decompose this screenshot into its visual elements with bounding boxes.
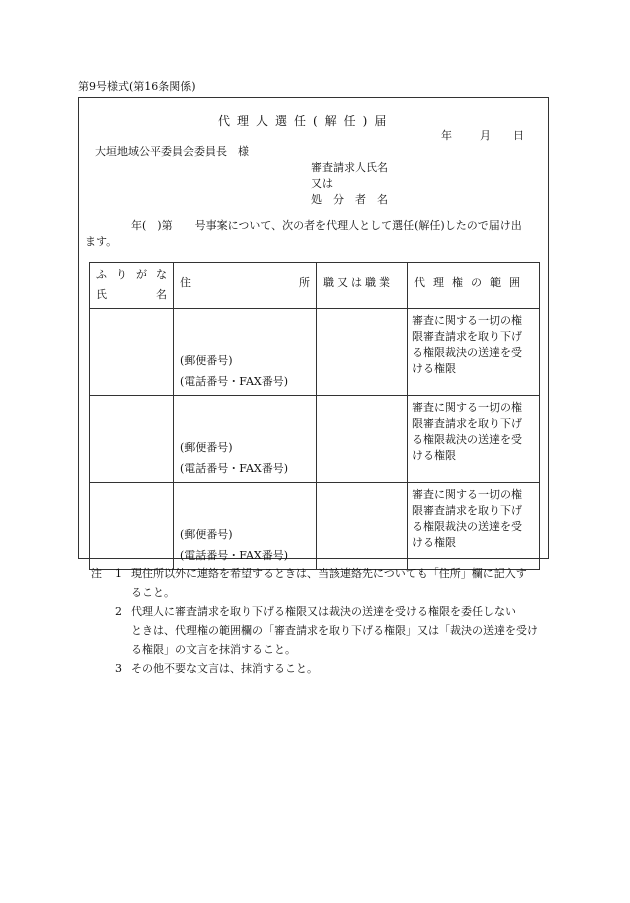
header-address-right: 所 [299,276,310,289]
date-year: 年 [441,129,452,142]
applicant-or-label: 又は [311,177,333,190]
scope-line: 限審査請求を取り下げ [412,417,522,430]
note-3-number: 3 [115,662,122,675]
name-char: 氏 [96,288,107,301]
scope-line: 限審査請求を取り下げ [412,504,522,517]
note-2-number: 2 [115,605,122,618]
agent-scope-cell [408,309,540,396]
body-text-line1: 年( )第 号事案について、次の者を代理人として選任(解任)したので届け出 [131,219,522,232]
date-day: 日 [513,129,524,142]
phone-fax-label: (電話番号・FAX番号) [180,549,289,562]
agent-scope-cell [408,396,540,483]
table-row [90,309,540,396]
agent-address-cell [174,483,317,570]
scope-line: 審査に関する一切の権 [412,314,522,327]
header-address-cell [174,263,317,309]
furigana-char: ふ [96,268,107,281]
agent-occupation-cell [317,396,408,483]
agents-table [89,262,540,570]
note-2-line3: る権限」の文言を抹消すること。 [131,643,296,656]
furigana-char: な [156,268,167,281]
postal-code-label: (郵便番号) [180,441,233,454]
scope-line: 審査に関する一切の権 [412,488,522,501]
body-text-line2: ます。 [85,235,118,248]
notes-label: 注 [91,567,102,580]
header-name [96,286,167,302]
disposer-name-label: 処 分 者 名 [311,193,388,206]
furigana-char: り [116,268,127,281]
table-row [90,396,540,483]
applicant-name-label: 審査請求人氏名 [311,161,388,174]
note-2-line2: ときは、代理権の範囲欄の「審査請求を取り下げる権限」又は「裁決の送達を受け [131,624,538,637]
agent-scope-cell [408,483,540,570]
furigana-char: が [136,268,147,281]
scope-line: る権限裁決の送達を受 [412,520,522,533]
note-2-line1: 代理人に審査請求を取り下げる権限又は裁決の送達を受ける権限を委任しない [131,605,516,618]
agent-occupation-cell [317,483,408,570]
addressee: 大垣地域公平委員会委員長 様 [95,145,249,158]
name-char: 名 [156,288,167,301]
phone-fax-label: (電話番号・FAX番号) [180,375,289,388]
note-1-line1: 現住所以外に連絡を希望するときは、当該連絡先についても「住所」欄に記入す [131,567,527,580]
header-furigana [96,266,167,282]
scope-line: る権限裁決の送達を受 [412,346,522,359]
scope-line: ける権限 [412,362,456,375]
form-title: 代理人選任(解任)届 [218,114,394,128]
postal-code-label: (郵便番号) [180,354,233,367]
agent-name-cell [90,309,174,396]
scope-line: 限審査請求を取り下げ [412,330,522,343]
header-name-cell [90,263,174,309]
table-row [90,483,540,570]
note-1-number: 1 [115,567,122,580]
agent-name-cell [90,483,174,570]
postal-code-label: (郵便番号) [180,528,233,541]
header-scope: 代理権の範囲 [414,276,528,289]
phone-fax-label: (電話番号・FAX番号) [180,462,289,475]
agent-address-cell [174,396,317,483]
scope-line: ける権限 [412,449,456,462]
agent-occupation-cell [317,309,408,396]
form-label: 第9号様式(第16条関係) [78,80,196,93]
header-scope-cell [408,263,540,309]
scope-line: る権限裁決の送達を受 [412,433,522,446]
table-header-row [90,263,540,309]
note-3-line1: その他不要な文言は、抹消すること。 [131,662,318,675]
agent-address-cell [174,309,317,396]
header-address-left: 住 [180,276,191,289]
header-occupation: 職又は職業 [323,276,393,289]
header-occupation-cell [317,263,408,309]
date-month: 月 [480,129,491,142]
agent-name-cell [90,396,174,483]
scope-line: ける権限 [412,536,456,549]
scope-line: 審査に関する一切の権 [412,401,522,414]
note-1-line2: ること。 [131,586,175,599]
